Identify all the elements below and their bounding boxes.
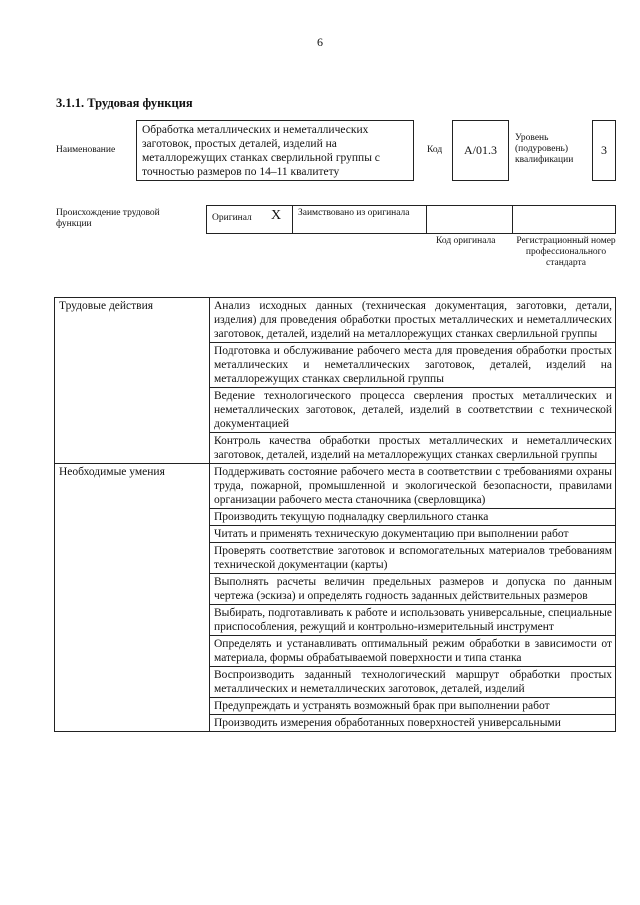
item-cell: Подготовка и обслуживание рабочего места для проведения обработки простых металлических и неметаллических заготовок, деталей, изделий на металлорежущих станках сверлильной группы [210,343,616,388]
section-heading: 3.1.1. Трудовая функция [56,96,193,110]
reg-number-caption: Регистрационный номер профессионального стандарта [516,236,616,268]
code-value-box: А/01.3 [452,120,509,181]
code-label: Код [427,145,443,155]
level-label: Уровень (подуровень) квалификации [515,133,574,165]
borrowed-label: Заимствовано из оригинала [298,208,410,218]
page-number: 6 [317,35,323,49]
function-name-box: Обработка металлических и неметаллических заготовок, простых деталей, изделий на металлорежущих станках сверлильной группы с точностью размеров по 14–11 квалитету [136,120,414,181]
table-row [55,464,616,509]
original-label: Оригинал [212,213,252,223]
code-original-caption: Код оригинала [436,236,496,246]
item-cell: Читать и применять техническую документацию при выполнении работ [210,526,616,543]
item-cell: Анализ исходных данных (техническая документация, заготовки, детали, изделия) для проведения обработки простых металлических и неметаллических заготовок, деталей, изделий на металлорежущих станках сверлильной группы [210,298,616,343]
item-cell: Производить текущую подналадку сверлильного станка [210,509,616,526]
function-details-table [54,297,616,732]
item-cell: Ведение технологического процесса сверления простых металлических и неметаллических заготовок, деталей, изделий в соответствии с технической документацией [210,388,616,433]
item-cell: Выбирать, подготавливать к работе и использовать универсальные, специальные приспособления, режущий и контрольно-измерительный инструмент [210,605,616,636]
item-cell: Предупреждать и устранять возможный брак при выполнении работ [210,698,616,715]
level-value-box: 3 [592,120,616,181]
original-mark: X [271,208,282,223]
item-cell: Производить измерения обработанных поверхностей универсальными [210,715,616,732]
category-cell: Трудовые действия [55,298,210,464]
category-cell: Необходимые умения [55,464,210,732]
item-cell: Контроль качества обработки простых металлических и неметаллических заготовок, деталей, изделий на металлорежущих станках сверлильной группы [210,433,616,464]
item-cell: Выполнять расчеты величин предельных размеров и допуска по данным чертежа (эскиза) и определять годность заданных действительных размеров [210,574,616,605]
item-cell: Поддерживать состояние рабочего места в соответствии с требованиями охраны труда, пожарной, промышленной и экологической безопасности, правилами организации рабочего места станочника (сверловщика) [210,464,616,509]
item-cell: Воспроизводить заданный технологический маршрут обработки простых металлических и неметаллических заготовок, деталей, изделий [210,667,616,698]
table-row [55,298,616,343]
origin-label: Происхождение трудовой функции [56,208,160,229]
item-cell: Определять и устанавливать оптимальный режим обработки в зависимости от материала, формы обрабатываемой поверхности и типа станка [210,636,616,667]
item-cell: Проверять соответствие заготовок и вспомогательных материалов требованиям технической документации (карты) [210,543,616,574]
name-label: Наименование [56,145,116,155]
